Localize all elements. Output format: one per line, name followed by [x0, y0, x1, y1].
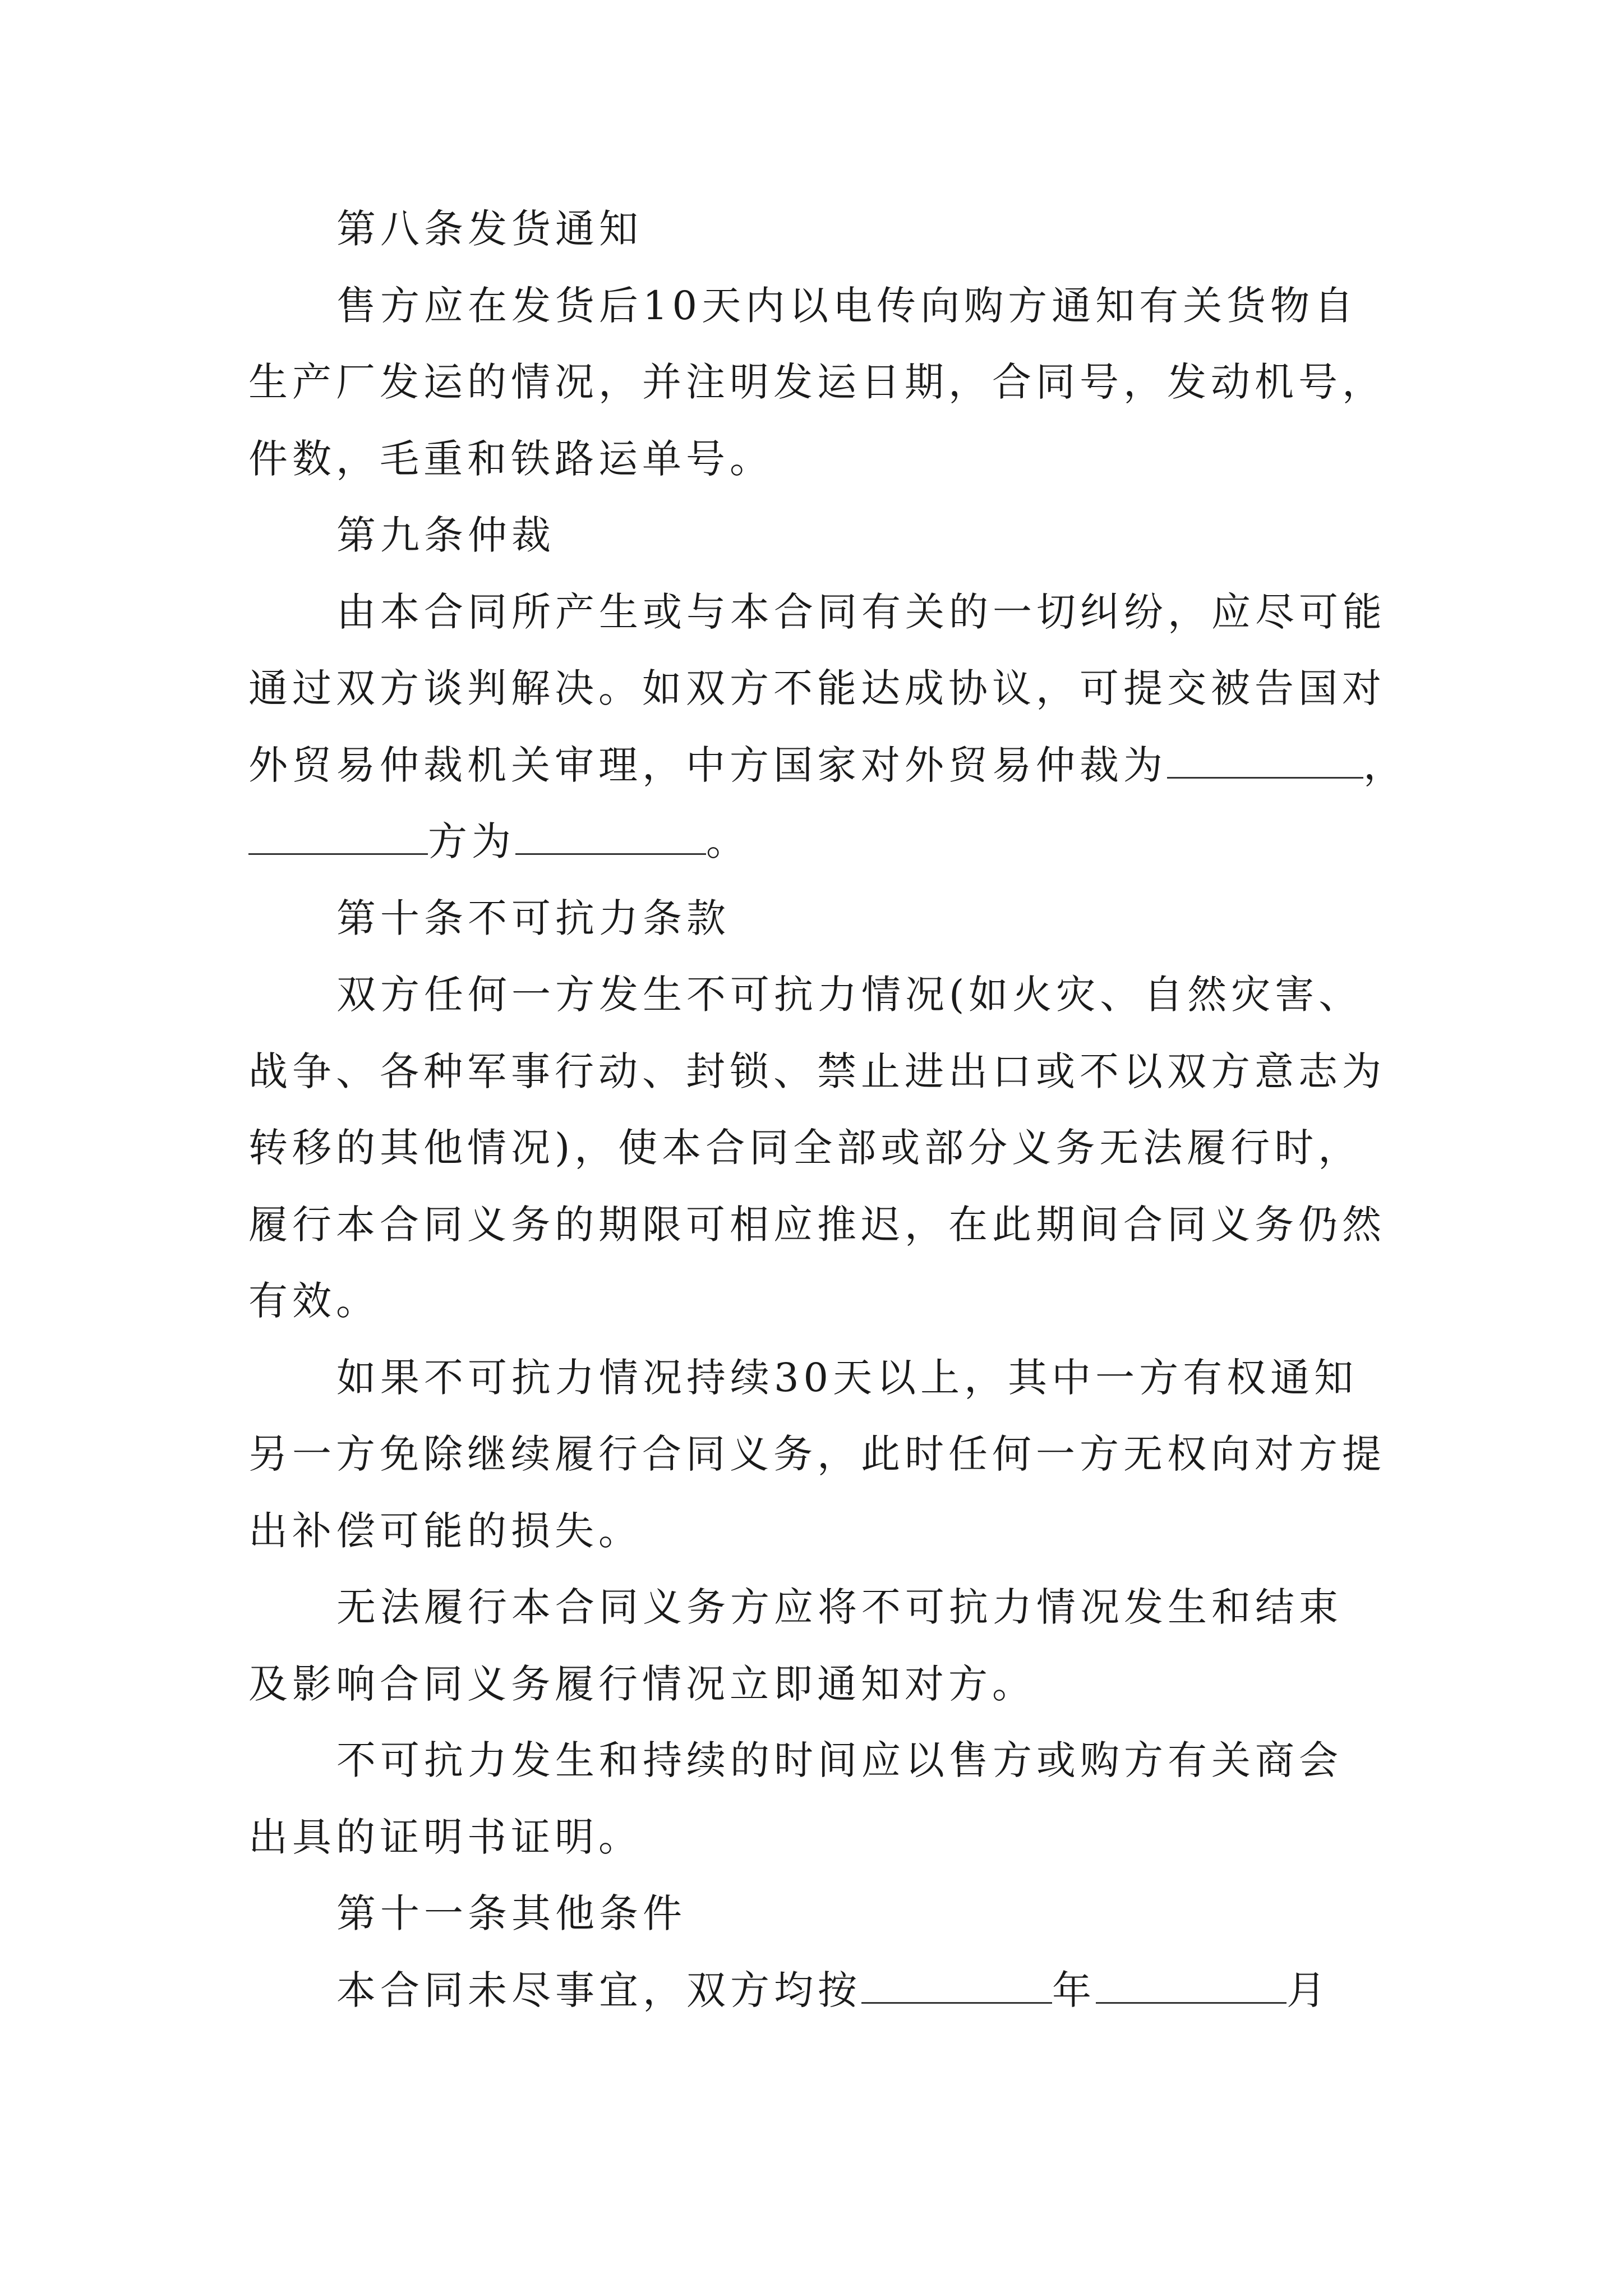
month-label: 月: [1287, 1967, 1330, 2013]
article9-paragraph-line: 通过双方谈判解决。如双方不能达成协议，可提交被告国对: [248, 665, 1386, 711]
article9-paragraph-line: [248, 803, 1381, 880]
other-arbitration-blank: [515, 818, 706, 855]
article11-heading: 第十一条其他条件: [336, 1890, 686, 1936]
article10-heading: 第十条不可抗力条款: [336, 895, 730, 941]
year-blank: [861, 1967, 1052, 2004]
article8-heading: 第八条发货通知: [336, 206, 643, 252]
article9-party-text: 方为: [428, 818, 515, 864]
article10-paragraph-line: 及影响合同义务履行情况立即通知对方。: [248, 1660, 1036, 1707]
arbitration-body-blank: [1167, 742, 1363, 779]
article9-comma: ，: [1363, 742, 1407, 788]
month-blank: [1096, 1967, 1287, 2004]
article8-paragraph-line: 售方应在发货后10天内以电传向购方通知有关货物自: [336, 282, 1358, 329]
article10-paragraph-line: 转移的其他情况)，使本合同全部或部分义务无法履行时，: [248, 1125, 1362, 1171]
article9-heading: 第九条仲裁: [336, 512, 555, 558]
article10-paragraph-line: 双方任何一方发生不可抗力情况(如火灾、自然灾害、: [336, 972, 1363, 1018]
document-body: [248, 191, 1407, 2028]
article9-period: 。: [706, 818, 750, 864]
article11-paragraph-line: [248, 1952, 1381, 2029]
article8-paragraph-line: 生产厂发运的情况，并注明发运日期，合同号，发动机号，: [248, 359, 1386, 405]
article9-paragraph-line: 由本合同所产生或与本合同有关的一切纠纷，应尽可能: [336, 588, 1386, 635]
article9-text: 外贸易仲裁机关审理，中方国家对外贸易仲裁为: [248, 742, 1167, 788]
article10-paragraph-line: 战争、各种军事行动、封锁、禁止进出口或不以双方意志为: [248, 1048, 1386, 1094]
article10-paragraph-line: 有效。: [248, 1278, 380, 1324]
article10-paragraph-line: 履行本合同义务的期限可相应推迟，在此期间合同义务仍然: [248, 1201, 1386, 1248]
article10-paragraph-line: 如果不可抗力情况持续30天以上，其中一方有权通知: [336, 1354, 1358, 1401]
article8-paragraph-line: 件数，毛重和铁路运单号。: [248, 435, 773, 482]
article10-paragraph-line: 不可抗力发生和持续的时间应以售方或购方有关商会: [336, 1737, 1343, 1783]
article10-paragraph-line: 无法履行本合同义务方应将不可抗力情况发生和结束: [336, 1584, 1343, 1630]
year-label: 年: [1052, 1967, 1096, 2013]
article10-paragraph-line: 出补偿可能的损失。: [248, 1507, 642, 1554]
article10-paragraph-line: 另一方免除继续履行合同义务，此时任何一方无权向对方提: [248, 1431, 1386, 1477]
other-party-blank: [248, 818, 428, 855]
article10-paragraph-line: 出具的证明书证明。: [248, 1814, 642, 1860]
article11-text: 本合同未尽事宜，双方均按: [336, 1967, 861, 2013]
article9-paragraph-line: [248, 727, 1407, 804]
